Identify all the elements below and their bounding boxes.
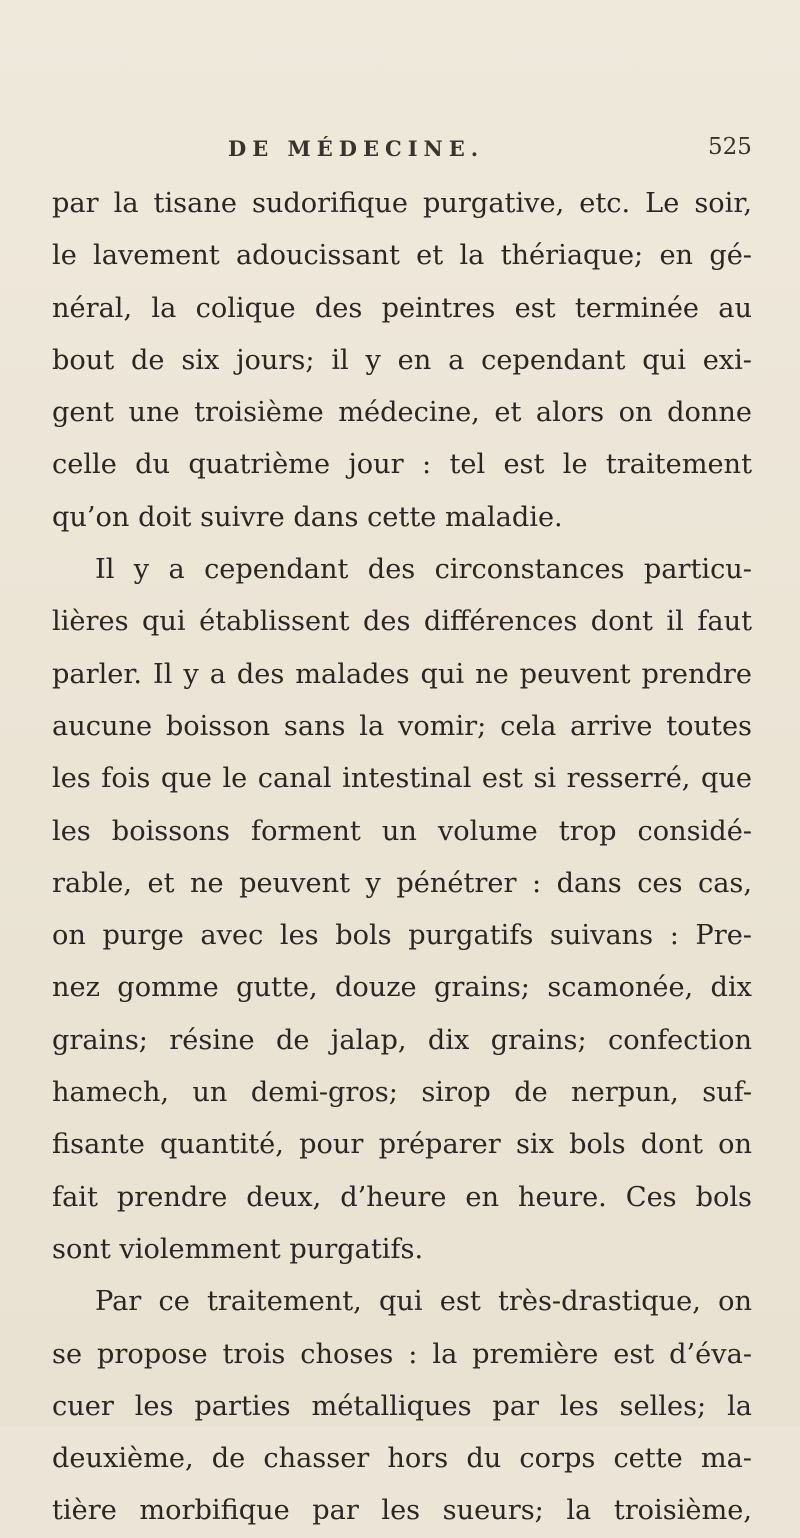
text-line: se propose trois choses : la première est d’éva- [52, 1338, 752, 1370]
text-line: on purge avec les bols purgatifs suivans : Pre- [52, 920, 752, 952]
paragraph-2 [52, 544, 752, 1276]
text-line: grains; résine de jalap, dix grains; confection [52, 1024, 752, 1056]
text-line: deuxième, de chasser hors du corps cette ma- [52, 1443, 752, 1475]
running-head: DE MÉDECINE. [228, 136, 485, 161]
text-line: bout de six jours; il y en a cependant qui exi- [52, 344, 752, 376]
text-line: nez gomme gutte, douze grains; scamonée, dix [52, 972, 752, 1004]
page-number: 525 [708, 134, 752, 160]
text-line: fisante quantité, pour préparer six bols dont on [52, 1129, 752, 1161]
text-line: sont violemment purgatifs. [52, 1233, 424, 1265]
text-line: cuer les parties métalliques par les selles; la [52, 1390, 752, 1422]
text-line: Il y a cependant des circonstances particu- [95, 554, 752, 586]
text-line: rable, et ne peuvent y pénétrer : dans ces cas, [52, 867, 752, 899]
text-line: tière morbifique par les sueurs; la troisième, [52, 1495, 752, 1527]
text-line: aucune boisson sans la vomir; cela arrive toutes [52, 710, 752, 742]
body-text [52, 178, 752, 1538]
paragraph-3 [52, 1276, 752, 1537]
text-line: celle du quatrième jour : tel est le traitement [52, 449, 752, 481]
paragraph-1 [52, 178, 752, 544]
text-line: néral, la colique des peintres est terminée au [52, 292, 752, 324]
text-line: hamech, un demi-gros; sirop de nerpun, suf- [52, 1077, 752, 1109]
text-line: parler. Il y a des malades qui ne peuvent prendre [52, 658, 752, 690]
text-line: par la tisane sudorifique purgative, etc. Le soir, [52, 188, 752, 219]
text-line: lières qui établissent des différences dont il faut [52, 606, 752, 638]
text-line: le lavement adoucissant et la thériaque; en gé- [52, 240, 752, 272]
text-line: les fois que le canal intestinal est si resserré, que [52, 763, 752, 795]
text-line: les boissons forment un volume trop considé- [52, 815, 752, 847]
text-line: qu’on doit suivre dans cette maladie. [52, 501, 563, 533]
text-line: Par ce traitement, qui est très-drastique, on [95, 1286, 752, 1318]
text-line: gent une troisième médecine, et alors on donne [52, 397, 752, 429]
page-header [0, 136, 800, 170]
text-line: fait prendre deux, d’heure en heure. Ces bols [52, 1181, 752, 1213]
